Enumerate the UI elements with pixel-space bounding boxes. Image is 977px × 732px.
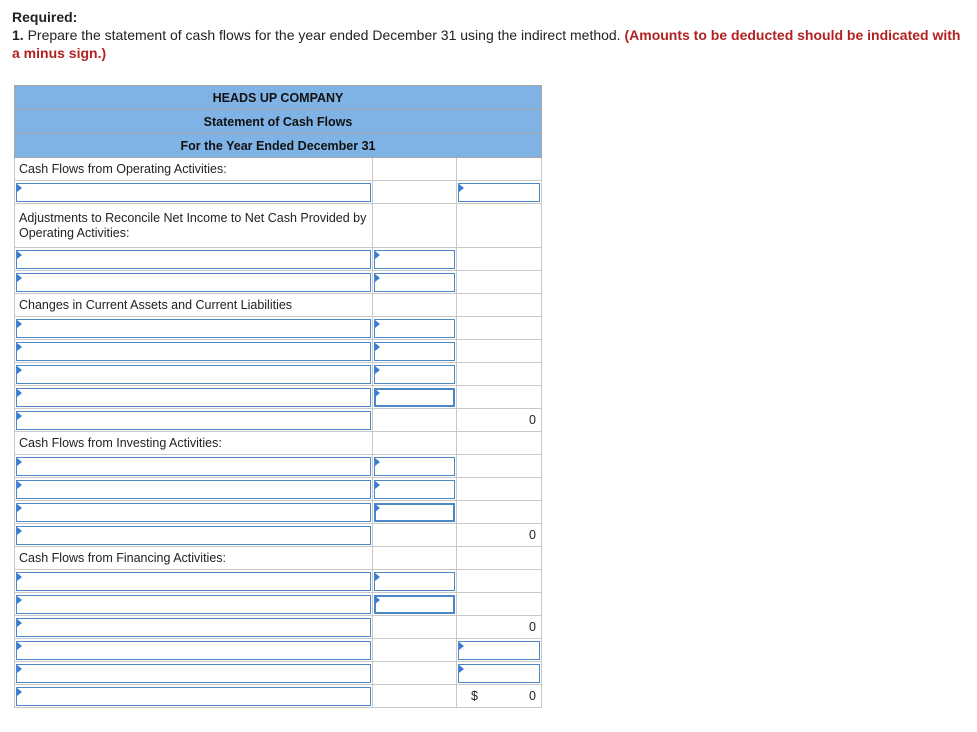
change-amount-input[interactable] [374, 319, 455, 338]
dropdown-marker-icon [459, 642, 464, 650]
requirement-text: Prepare the statement of cash flows for the year ended December 31 using the indirect method. [27, 27, 621, 43]
dropdown-marker-icon [17, 619, 22, 627]
dropdown-marker-icon [375, 458, 380, 466]
investing-label-input[interactable] [16, 457, 371, 476]
dropdown-marker-icon [17, 481, 22, 489]
ending-cash-total [457, 685, 542, 708]
dropdown-marker-icon [17, 573, 22, 581]
dropdown-marker-icon [375, 320, 380, 328]
investing-total-value: 0 [457, 524, 542, 547]
dropdown-marker-icon [17, 251, 22, 259]
currency-symbol: $ [471, 689, 478, 703]
dropdown-marker-icon [375, 251, 380, 259]
investing-amount-input[interactable] [374, 503, 455, 522]
net-operating-label-input[interactable] [16, 411, 371, 430]
dropdown-marker-icon [17, 458, 22, 466]
dropdown-marker-icon [17, 665, 22, 673]
dropdown-marker-icon [459, 665, 464, 673]
ending-cash-label-input[interactable] [16, 687, 371, 706]
financing-total-value: 0 [457, 616, 542, 639]
dropdown-marker-icon [17, 184, 22, 192]
net-change-label-input[interactable] [16, 641, 371, 660]
dropdown-marker-icon [17, 642, 22, 650]
dropdown-marker-icon [375, 274, 380, 282]
dropdown-marker-icon [17, 412, 22, 420]
investing-label-input[interactable] [16, 503, 371, 522]
dropdown-marker-icon [375, 343, 380, 351]
investing-amount-input[interactable] [374, 457, 455, 476]
dropdown-marker-icon [17, 389, 22, 397]
statement-title: Statement of Cash Flows [15, 110, 542, 134]
dropdown-marker-icon [375, 573, 380, 581]
investing-section-label: Cash Flows from Investing Activities: [15, 432, 373, 455]
ending-total-value: 0 [529, 689, 536, 703]
dropdown-marker-icon [17, 274, 22, 282]
adjustments-section-label: Adjustments to Reconcile Net Income to Net Cash Provided by Operating Activities: [15, 204, 373, 248]
statement-period: For the Year Ended December 31 [15, 134, 542, 158]
net-income-amount-input[interactable] [458, 183, 540, 202]
investing-label-input[interactable] [16, 480, 371, 499]
requirement-number: 1. [12, 27, 24, 43]
financing-amount-input[interactable] [374, 572, 455, 591]
adjustment-amount-input[interactable] [374, 250, 455, 269]
adjustment-label-input[interactable] [16, 273, 371, 292]
dropdown-marker-icon [17, 504, 22, 512]
cash-flow-statement-table [14, 85, 542, 708]
net-change-amount-input[interactable] [458, 641, 540, 660]
dropdown-marker-icon [17, 596, 22, 604]
dropdown-marker-icon [375, 481, 380, 489]
net-investing-label-input[interactable] [16, 526, 371, 545]
requirement-note: (Amounts to be deducted should be indicated with a minus sign.) [12, 27, 961, 61]
dropdown-marker-icon [375, 504, 380, 512]
change-label-input[interactable] [16, 388, 371, 407]
beginning-cash-label-input[interactable] [16, 664, 371, 683]
dropdown-marker-icon [17, 343, 22, 351]
financing-section-label: Cash Flows from Financing Activities: [15, 547, 373, 570]
adjustment-amount-input[interactable] [374, 273, 455, 292]
dropdown-marker-icon [17, 688, 22, 696]
adjustment-label-input[interactable] [16, 250, 371, 269]
change-amount-input[interactable] [374, 388, 455, 407]
change-amount-input[interactable] [374, 365, 455, 384]
change-label-input[interactable] [16, 319, 371, 338]
required-heading: Required: [12, 9, 78, 25]
dropdown-marker-icon [17, 527, 22, 535]
operating-section-label: Cash Flows from Operating Activities: [15, 158, 373, 181]
beginning-cash-amount-input[interactable] [458, 664, 540, 683]
company-name: HEADS UP COMPANY [15, 86, 542, 110]
dropdown-marker-icon [375, 389, 380, 397]
dropdown-marker-icon [17, 366, 22, 374]
changes-section-label: Changes in Current Assets and Current Liabilities [15, 294, 373, 317]
dropdown-marker-icon [375, 596, 380, 604]
financing-label-input[interactable] [16, 572, 371, 591]
dropdown-marker-icon [17, 320, 22, 328]
dropdown-marker-icon [375, 366, 380, 374]
investing-amount-input[interactable] [374, 480, 455, 499]
financing-amount-input[interactable] [374, 595, 455, 614]
change-label-input[interactable] [16, 365, 371, 384]
instructions [12, 8, 962, 62]
net-financing-label-input[interactable] [16, 618, 371, 637]
operating-total-value: 0 [457, 409, 542, 432]
financing-label-input[interactable] [16, 595, 371, 614]
net-income-label-input[interactable] [16, 183, 371, 202]
dropdown-marker-icon [459, 184, 464, 192]
change-label-input[interactable] [16, 342, 371, 361]
change-amount-input[interactable] [374, 342, 455, 361]
